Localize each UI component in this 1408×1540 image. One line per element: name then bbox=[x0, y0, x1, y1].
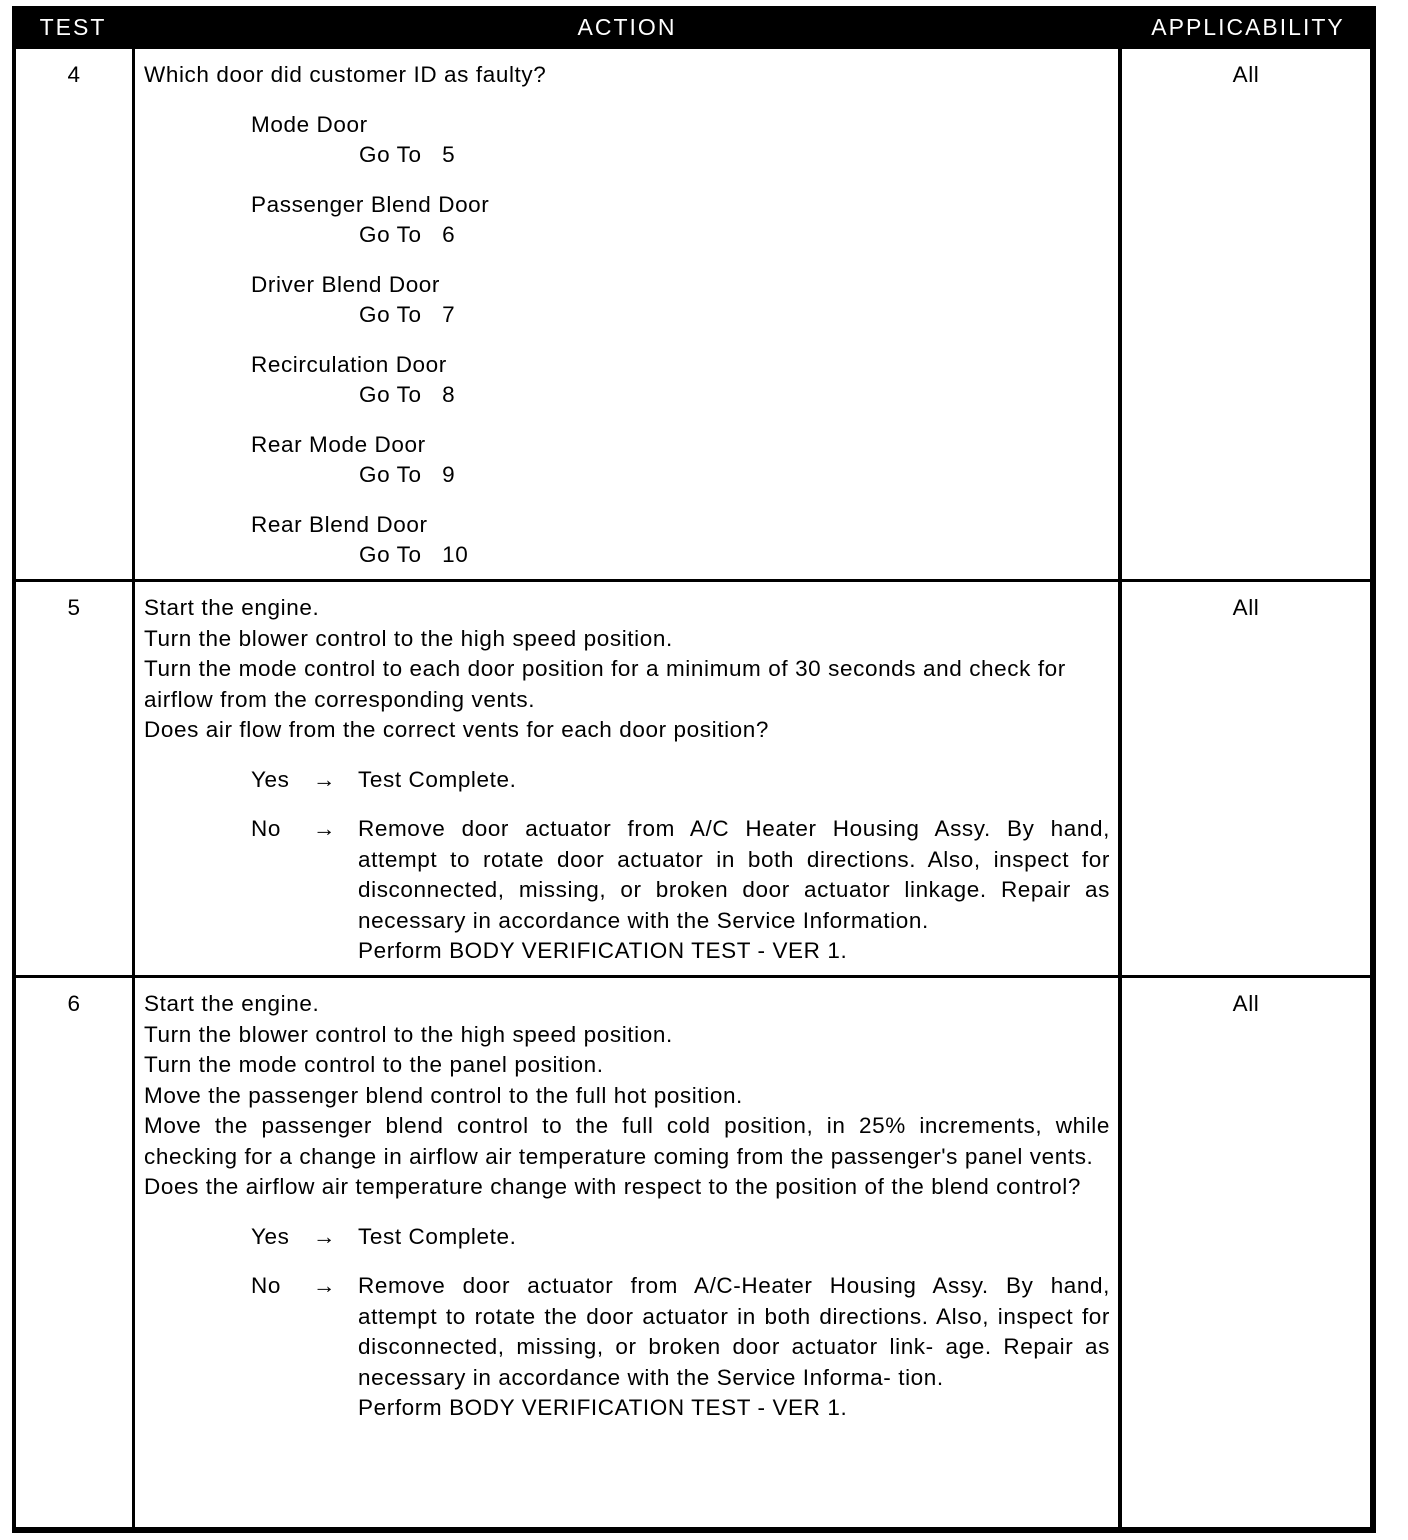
option-label: Passenger Blend Door bbox=[251, 191, 490, 217]
option-label: Recirculation Door bbox=[251, 351, 447, 377]
arrow-right-icon: → bbox=[313, 816, 337, 841]
option-goto: Go To 5 bbox=[359, 142, 456, 167]
step: Turn the mode control to each door position for a minimum of 30 seconds and check for airflow from the corresponding vents. bbox=[144, 656, 1066, 712]
yes-result bbox=[251, 1222, 1110, 1253]
option-driver-blend-door bbox=[251, 270, 1110, 331]
option-goto: Go To 7 bbox=[359, 302, 456, 327]
header-applicability: APPLICABILITY bbox=[1151, 14, 1345, 40]
no-label: No bbox=[251, 1273, 281, 1298]
row-6-test-cell bbox=[16, 978, 132, 1527]
row-6-action-cell bbox=[135, 978, 1118, 1527]
test-number: 5 bbox=[67, 595, 81, 620]
arrow-right-icon: → bbox=[313, 766, 337, 792]
arrow-right-icon: → bbox=[313, 1273, 337, 1298]
step: Does air flow from the correct vents for each door position? bbox=[144, 717, 770, 742]
diagnostic-table bbox=[12, 6, 1376, 1533]
no-result bbox=[251, 814, 1110, 967]
row-5-applicability-cell bbox=[1122, 582, 1370, 975]
applicability-value: All bbox=[1232, 62, 1260, 87]
option-recirculation-door bbox=[251, 350, 1110, 411]
option-passenger-blend-door bbox=[251, 190, 1110, 251]
option-mode-door bbox=[251, 110, 1110, 171]
test-number: 4 bbox=[67, 62, 81, 87]
step: Move the passenger blend control to the full cold position, in 25% increments, while checking for a change in airflow air temperature coming from the passenger's panel vents. bbox=[144, 1113, 1110, 1169]
option-label: Rear Mode Door bbox=[251, 431, 426, 457]
no-text: Remove door actuator from A/C Heater Housing Assy. By hand, attempt to rotate door actuator in both directions. Also, inspect for disconnected, missing, or broken door actuator linkage. Repair as necessary in accordance with the Service Information. bbox=[358, 816, 1110, 933]
yes-text: Test Complete. bbox=[358, 1223, 517, 1249]
applicability-value: All bbox=[1232, 595, 1260, 620]
option-goto: Go To 6 bbox=[359, 222, 456, 247]
applicability-value: All bbox=[1232, 991, 1260, 1016]
perform-text: Perform BODY VERIFICATION TEST - VER 1. bbox=[358, 1395, 848, 1420]
arrow-right-icon: → bbox=[313, 1223, 337, 1249]
step: Turn the mode control to the panel position. bbox=[144, 1052, 604, 1077]
perform-text: Perform BODY VERIFICATION TEST - VER 1. bbox=[358, 938, 848, 963]
step: Turn the blower control to the high speed position. bbox=[144, 625, 673, 651]
row-4-applicability-cell bbox=[1122, 49, 1370, 579]
question: Which door did customer ID as faulty? bbox=[144, 62, 547, 87]
test-number: 6 bbox=[67, 991, 81, 1016]
step: Move the passenger blend control to the full hot position. bbox=[144, 1082, 743, 1108]
option-rear-mode-door bbox=[251, 430, 1110, 491]
step: Does the airflow air temperature change with respect to the position of the blend control? bbox=[144, 1174, 1082, 1199]
yes-text: Test Complete. bbox=[358, 766, 517, 792]
step: Start the engine. bbox=[144, 991, 320, 1016]
row-5-test-cell bbox=[16, 582, 132, 975]
option-rear-blend-door bbox=[251, 510, 1110, 571]
yes-label: Yes bbox=[251, 1223, 290, 1249]
row-6-applicability-cell bbox=[1122, 978, 1370, 1527]
option-goto: Go To 10 bbox=[359, 542, 469, 567]
header-test: TEST bbox=[39, 14, 107, 40]
step: Turn the blower control to the high speed position. bbox=[144, 1021, 673, 1047]
header-action: ACTION bbox=[577, 14, 677, 40]
option-label: Mode Door bbox=[251, 111, 368, 137]
option-goto: Go To 9 bbox=[359, 462, 456, 487]
no-result bbox=[251, 1271, 1110, 1424]
row-5-action-cell bbox=[135, 582, 1118, 975]
yes-label: Yes bbox=[251, 766, 290, 792]
yes-result bbox=[251, 765, 1110, 796]
step: Start the engine. bbox=[144, 595, 320, 620]
option-label: Rear Blend Door bbox=[251, 511, 428, 537]
no-text: Remove door actuator from A/C-Heater Housing Assy. By hand, attempt to rotate the door actuator in both directions. Also, inspect for disconnected, missing, or broken door actuator link- age. Repair as necessary in accordance with the Service Informa- tion. bbox=[358, 1273, 1110, 1390]
option-goto: Go To 8 bbox=[359, 382, 456, 407]
option-label: Driver Blend Door bbox=[251, 271, 441, 297]
row-4-test-cell bbox=[16, 49, 132, 579]
row-4-action-cell bbox=[135, 49, 1118, 579]
no-label: No bbox=[251, 816, 281, 841]
